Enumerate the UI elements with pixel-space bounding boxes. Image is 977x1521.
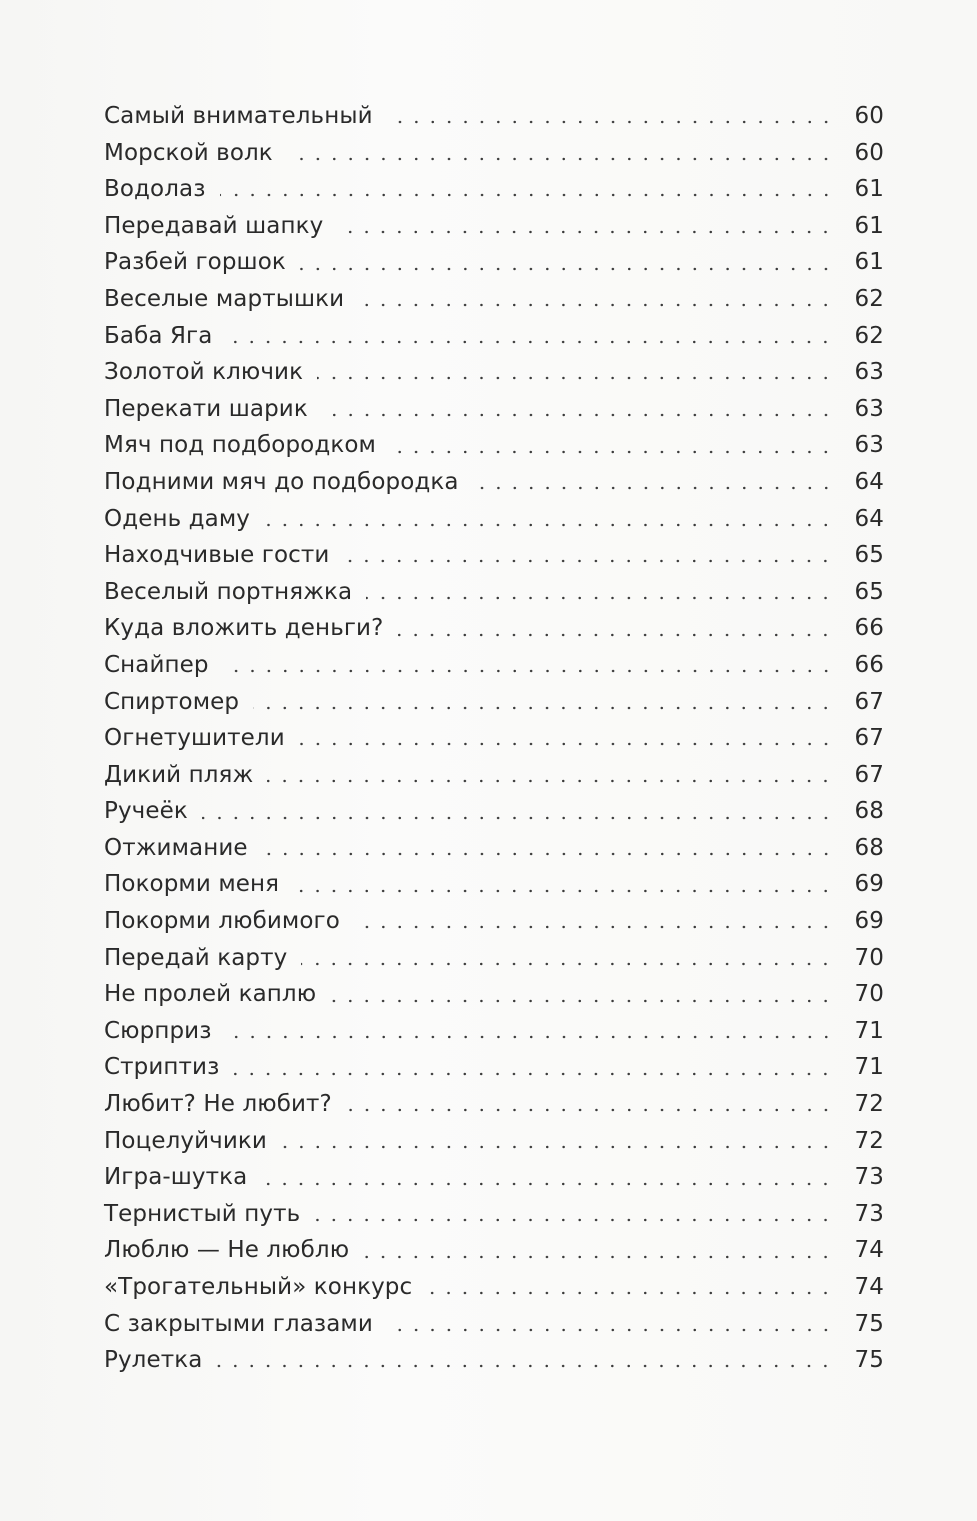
toc-entry-title: Ручеёк bbox=[104, 798, 188, 825]
toc-entry-title: Любит? Не любит? bbox=[104, 1091, 332, 1118]
toc-entry-title: Стриптиз bbox=[104, 1054, 220, 1081]
toc-entry bbox=[104, 244, 884, 281]
dot-leader bbox=[287, 157, 834, 161]
toc-entry-title: Морской волк bbox=[104, 139, 273, 166]
dot-leader bbox=[397, 633, 834, 637]
toc-entry bbox=[104, 208, 884, 245]
dot-leader bbox=[330, 999, 834, 1003]
toc-entry-title: Игра-шутка bbox=[104, 1164, 248, 1191]
toc-entry-page-number: 72 bbox=[854, 1127, 884, 1154]
dot-leader bbox=[300, 267, 834, 271]
toc-entry-page-number: 63 bbox=[854, 432, 884, 459]
toc-entry-title: Водолаз bbox=[104, 176, 206, 203]
dot-leader bbox=[317, 376, 834, 380]
toc-entry-title: С закрытыми глазами bbox=[104, 1310, 373, 1337]
toc-entry bbox=[104, 1269, 884, 1306]
toc-entry-title: Покорми меня bbox=[104, 871, 280, 898]
toc-entry bbox=[104, 135, 884, 172]
toc-entry bbox=[104, 171, 884, 208]
toc-entry-title: Перекати шарик bbox=[104, 395, 308, 422]
toc-entry-page-number: 67 bbox=[854, 725, 884, 752]
toc-entry-title: Подними мяч до подбородка bbox=[104, 468, 459, 495]
toc-entry bbox=[104, 464, 884, 501]
toc-entry-page-number: 64 bbox=[854, 505, 884, 532]
dot-leader bbox=[253, 706, 834, 710]
toc-entry-title: «Трогательный» конкурс bbox=[104, 1274, 413, 1300]
dot-leader bbox=[337, 230, 834, 234]
dot-leader bbox=[223, 669, 834, 673]
dot-leader bbox=[473, 486, 834, 490]
toc-entry bbox=[104, 793, 884, 830]
dot-leader bbox=[261, 1182, 834, 1186]
toc-entry-title: Одень даму bbox=[104, 505, 251, 532]
toc-entry-title: Спиртомер bbox=[104, 688, 240, 715]
toc-entry-page-number: 74 bbox=[854, 1274, 884, 1300]
toc-entry bbox=[104, 940, 884, 977]
toc-entry-page-number: 70 bbox=[854, 981, 884, 1008]
dot-leader bbox=[233, 1072, 834, 1076]
toc-entry-page-number: 65 bbox=[854, 542, 884, 569]
toc-entry-title: Огнетушители bbox=[104, 725, 285, 752]
toc-entry-title: Мяч под подбородком bbox=[104, 432, 376, 459]
toc-entry-title: Веселый портняжка bbox=[104, 578, 353, 605]
toc-entry bbox=[104, 1086, 884, 1123]
toc-entry-page-number: 70 bbox=[854, 944, 884, 971]
dot-leader bbox=[366, 596, 834, 600]
toc-entry bbox=[104, 684, 884, 721]
toc-entry bbox=[104, 866, 884, 903]
toc-entry bbox=[104, 1123, 884, 1160]
toc-entry-page-number: 71 bbox=[854, 1017, 884, 1044]
toc-entry-page-number: 60 bbox=[854, 103, 884, 129]
dot-leader bbox=[293, 889, 834, 893]
dot-leader bbox=[390, 450, 834, 454]
toc-entry bbox=[104, 1049, 884, 1086]
dot-leader bbox=[220, 193, 834, 197]
toc-entry-title: Покорми любимого bbox=[104, 908, 340, 935]
toc-entry-page-number: 73 bbox=[854, 1200, 884, 1227]
dot-leader bbox=[387, 120, 834, 124]
toc-entry bbox=[104, 976, 884, 1013]
toc-entry-page-number: 64 bbox=[854, 468, 884, 495]
toc-entry-title: Не пролей каплю bbox=[104, 981, 317, 1008]
toc-entry-page-number: 69 bbox=[854, 908, 884, 935]
toc-entry bbox=[104, 610, 884, 647]
toc-entry bbox=[104, 757, 884, 794]
toc-entry-page-number: 66 bbox=[854, 615, 884, 642]
toc-entry-page-number: 74 bbox=[854, 1237, 884, 1264]
toc-entry-page-number: 72 bbox=[854, 1091, 884, 1118]
toc-entry-page-number: 67 bbox=[854, 761, 884, 788]
toc-entry-page-number: 68 bbox=[854, 834, 884, 861]
toc-entry bbox=[104, 354, 884, 391]
toc-entry-title: Куда вложить деньги? bbox=[104, 615, 384, 642]
toc-entry bbox=[104, 537, 884, 574]
toc-entry-page-number: 61 bbox=[854, 249, 884, 276]
toc-entry bbox=[104, 281, 884, 318]
toc-entry-title: Веселые мартышки bbox=[104, 285, 345, 312]
toc-entry bbox=[104, 98, 884, 135]
dot-leader bbox=[322, 413, 834, 417]
toc-entry bbox=[104, 1232, 884, 1269]
toc-entry-title: Поцелуйчики bbox=[104, 1127, 267, 1154]
dot-leader bbox=[281, 1145, 834, 1149]
toc-entry-page-number: 67 bbox=[854, 688, 884, 715]
dot-leader bbox=[426, 1291, 834, 1295]
toc-entry bbox=[104, 720, 884, 757]
toc-entry-title: Находчивые гости bbox=[104, 542, 330, 569]
dot-leader bbox=[262, 852, 834, 856]
toc-entry-title: Люблю — Не люблю bbox=[104, 1237, 350, 1264]
toc-entry-page-number: 63 bbox=[854, 359, 884, 386]
toc-entry-title: Тернистый путь bbox=[104, 1200, 301, 1227]
toc-entry-page-number: 75 bbox=[854, 1347, 884, 1374]
toc-entry-title: Отжимание bbox=[104, 834, 248, 861]
dot-leader bbox=[358, 303, 834, 307]
toc-entry bbox=[104, 318, 884, 355]
toc-entry bbox=[104, 830, 884, 867]
dot-leader bbox=[216, 1364, 834, 1368]
toc-entry bbox=[104, 1196, 884, 1233]
toc-entry-title: Передай карту bbox=[104, 944, 288, 971]
toc-entry bbox=[104, 427, 884, 464]
toc-entry-page-number: 71 bbox=[854, 1054, 884, 1081]
toc-entry bbox=[104, 1306, 884, 1343]
dot-leader bbox=[343, 559, 834, 563]
toc-entry-title: Разбей горшок bbox=[104, 249, 286, 276]
toc-entry-title: Сюрприз bbox=[104, 1017, 212, 1044]
toc-entry-page-number: 75 bbox=[854, 1310, 884, 1337]
dot-leader bbox=[264, 523, 834, 527]
toc-entry-title: Золотой ключик bbox=[104, 359, 304, 386]
toc-entry-title: Рулетка bbox=[104, 1347, 203, 1374]
table-of-contents bbox=[104, 98, 884, 1379]
toc-entry-page-number: 62 bbox=[854, 322, 884, 349]
toc-entry-page-number: 69 bbox=[854, 871, 884, 898]
dot-leader bbox=[226, 340, 834, 344]
toc-entry bbox=[104, 647, 884, 684]
dot-leader bbox=[299, 742, 834, 746]
dot-leader bbox=[354, 925, 834, 929]
dot-leader bbox=[226, 1035, 834, 1039]
toc-entry-page-number: 63 bbox=[854, 395, 884, 422]
toc-entry-title: Самый внимательный bbox=[104, 103, 373, 129]
dot-leader bbox=[387, 1328, 834, 1332]
toc-entry bbox=[104, 1159, 884, 1196]
dot-leader bbox=[363, 1255, 834, 1259]
toc-entry-page-number: 61 bbox=[854, 176, 884, 203]
toc-entry-title: Дикий пляж bbox=[104, 761, 254, 788]
toc-entry-page-number: 66 bbox=[854, 651, 884, 678]
toc-entry-title: Передавай шапку bbox=[104, 212, 324, 239]
dot-leader bbox=[301, 962, 834, 966]
toc-entry bbox=[104, 574, 884, 611]
toc-entry-title: Снайпер bbox=[104, 651, 209, 678]
toc-entry-page-number: 60 bbox=[854, 139, 884, 166]
toc-entry-page-number: 68 bbox=[854, 798, 884, 825]
toc-entry-page-number: 73 bbox=[854, 1164, 884, 1191]
toc-entry bbox=[104, 1342, 884, 1379]
dot-leader bbox=[346, 1108, 834, 1112]
toc-entry-page-number: 62 bbox=[854, 285, 884, 312]
toc-entry bbox=[104, 903, 884, 940]
toc-entry bbox=[104, 501, 884, 538]
toc-entry-page-number: 61 bbox=[854, 212, 884, 239]
dot-leader bbox=[314, 1218, 834, 1222]
toc-entry bbox=[104, 391, 884, 428]
dot-leader bbox=[267, 779, 834, 783]
toc-entry-page-number: 65 bbox=[854, 578, 884, 605]
dot-leader bbox=[202, 816, 834, 820]
toc-entry-title: Баба Яга bbox=[104, 322, 213, 349]
toc-entry bbox=[104, 1013, 884, 1050]
